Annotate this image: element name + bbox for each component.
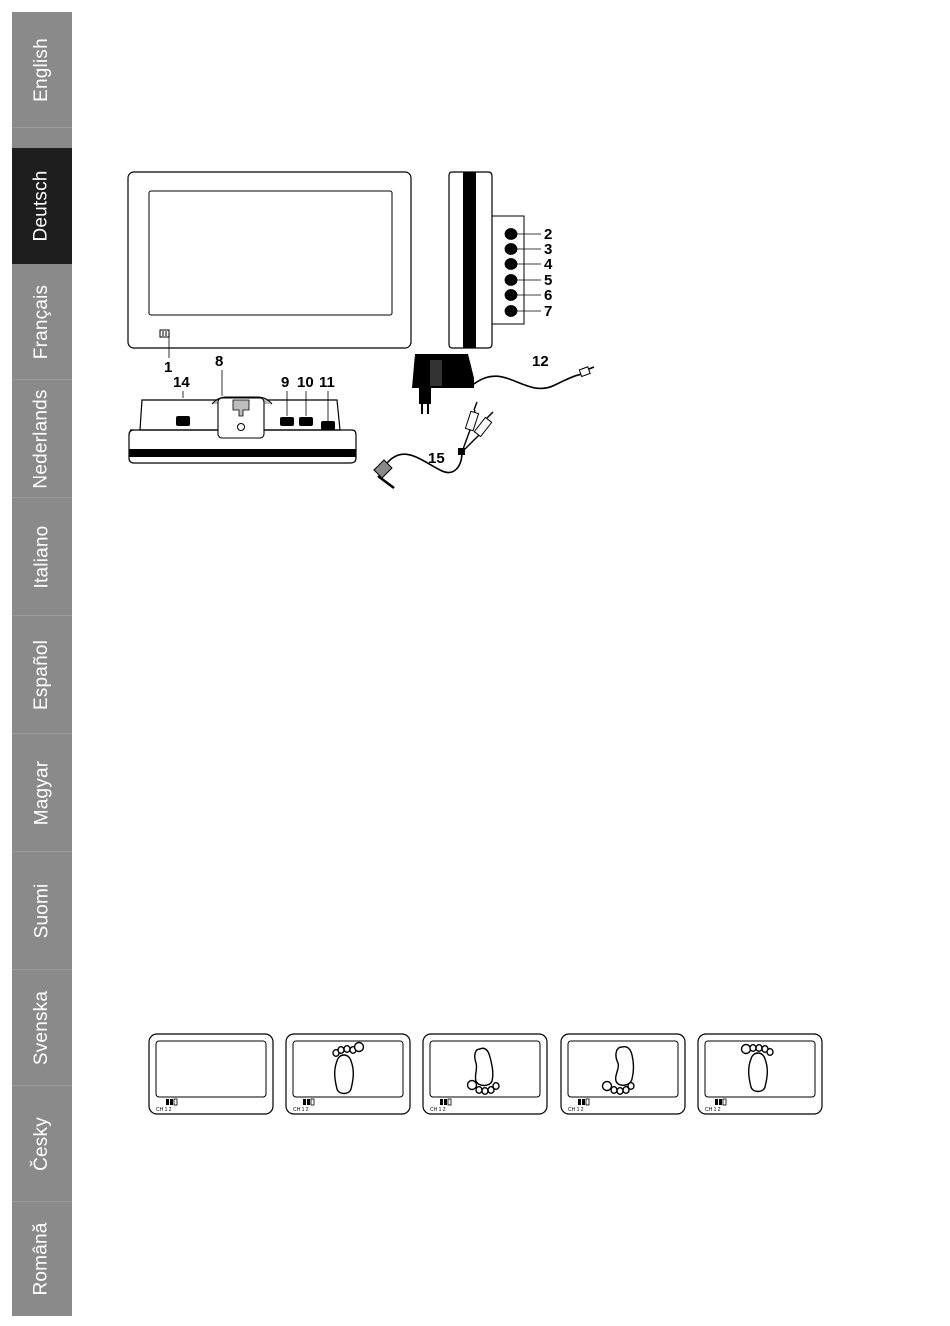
callout-10: 10 [297,374,314,391]
tab-label: Magyar [31,760,52,826]
status-text: CH 1 2 [705,1107,721,1113]
screen-frame-footprint-tilted [560,1033,686,1115]
callout-2: 2 [544,226,553,243]
monitor-side-view [449,172,541,348]
tab-magyar[interactable] [12,734,72,852]
monitor-front-view [128,172,411,358]
status-text: CH 1 2 [430,1107,446,1113]
tab-label: Español [31,639,52,711]
callout-14: 14 [173,374,190,391]
screen-frame-footprint [285,1033,411,1115]
status-text: CH 1 2 [156,1107,172,1113]
product-diagram [0,0,950,520]
screen-frame-footprint-repeat [697,1033,823,1115]
callout-4: 4 [544,256,553,273]
callout-1: 1 [164,359,173,376]
callout-7: 7 [544,303,553,320]
tab-label: Română [31,1222,52,1296]
av-cable [374,402,493,488]
tab-label: Italiano [31,525,52,589]
callout-15: 15 [428,450,445,467]
screen-frame-blank [148,1033,274,1115]
tab-romana[interactable] [12,1202,72,1316]
tab-label: English [31,38,52,102]
callout-3: 3 [544,241,553,258]
tab-label: Svenska [31,990,52,1066]
screen-frame-footprint-flipped [422,1033,548,1115]
tab-label: Česky [30,1117,52,1171]
tab-espanol[interactable] [12,616,72,734]
status-text: CH 1 2 [293,1107,309,1113]
tab-label: Deutsch [31,170,53,242]
callout-9: 9 [281,374,290,391]
power-adapter [412,354,594,414]
tab-label: Français [31,284,52,360]
callout-8: 8 [215,353,224,370]
callout-6: 6 [544,287,553,304]
tab-svenska[interactable] [12,970,72,1086]
callout-5: 5 [544,272,553,289]
callout-11: 11 [319,374,335,391]
status-text: CH 1 2 [568,1107,584,1113]
tab-suomi[interactable] [12,852,72,970]
tab-label: Nederlands [31,389,53,489]
callout-12: 12 [532,353,549,370]
tab-cesky[interactable] [12,1086,72,1202]
tab-label: Suomi [30,883,52,939]
